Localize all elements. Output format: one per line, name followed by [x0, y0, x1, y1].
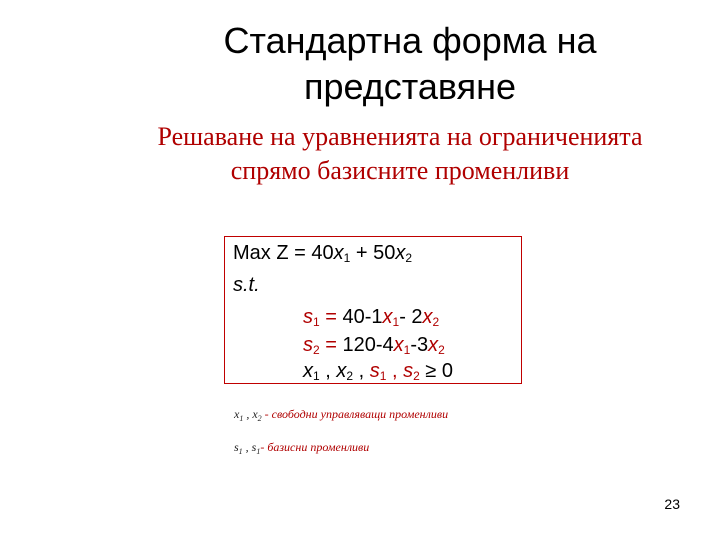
note-basic-variables	[234, 440, 369, 455]
c1-dash: - 2	[399, 306, 423, 328]
c1-s: s	[303, 306, 313, 328]
constraint-1	[303, 305, 439, 329]
slide-title	[150, 18, 670, 110]
c3-comma-1: ,	[319, 360, 337, 382]
objective-plus: + 50	[350, 242, 396, 264]
c2-x2: x	[428, 334, 439, 356]
c3-x1: x	[303, 360, 313, 382]
c2-eq: =	[319, 334, 343, 356]
c2-x2-index: 2	[438, 343, 445, 357]
c1-s-index: 1	[313, 315, 320, 329]
note1-index-2: 2	[257, 414, 262, 423]
c3-geq: ≥ 0	[419, 360, 453, 382]
title-line-1: Стандартна форма на	[223, 20, 597, 61]
c1-eq: =	[319, 306, 343, 328]
note2-text: - базисни променливи	[260, 440, 370, 454]
slide-subtitle	[80, 120, 720, 188]
c3-x1-index: 1	[313, 369, 320, 383]
c2-s: s	[303, 334, 313, 356]
note2-index-1: 1	[238, 447, 243, 456]
st-label: s.t.	[233, 274, 260, 296]
note1-var: x	[234, 407, 240, 421]
note-free-variables	[234, 407, 448, 422]
model-box	[224, 236, 522, 384]
title-line-2: представяне	[304, 66, 516, 107]
objective-x2-index: 2	[405, 251, 413, 265]
page-number: 23	[664, 496, 680, 512]
c2-x1-index: 1	[403, 343, 411, 357]
note2-var: s	[234, 440, 239, 454]
c1-x2-index: 2	[432, 315, 440, 329]
constraint-2	[303, 333, 445, 357]
note1-index-1: 1	[239, 414, 244, 423]
subtitle-line-1: Решаване на уравненията на ограниченията	[157, 122, 643, 151]
note1-text: - свободни управляващи променливи	[261, 407, 449, 421]
c3-s1: s	[369, 360, 380, 382]
c3-comma-3: ,	[386, 360, 404, 382]
c3-s1-index: 1	[379, 369, 387, 383]
note1-sep: , x	[243, 407, 258, 421]
c2-expr: 120-4	[342, 334, 394, 356]
objective-line	[233, 241, 412, 265]
c1-x1: x	[382, 306, 393, 328]
c3-comma-2: ,	[353, 360, 370, 382]
objective-x2: x	[395, 242, 406, 264]
objective-lhs: Max Z = 40	[233, 242, 334, 264]
c2-dash: -3	[410, 334, 429, 356]
c1-x2: x	[422, 306, 433, 328]
note2-index-2: 1	[256, 447, 261, 456]
subtitle-line-2: спрямо базисните променливи	[230, 156, 570, 185]
c3-x2-index: 2	[346, 369, 354, 383]
c1-x1-index: 1	[392, 315, 400, 329]
note2-sep: , s	[242, 440, 257, 454]
c3-x2: x	[336, 360, 347, 382]
c3-s2: s	[403, 360, 414, 382]
objective-x1: x	[333, 242, 344, 264]
c3-s2-index: 2	[413, 369, 420, 383]
c2-x1: x	[393, 334, 404, 356]
nonnegativity-constraint	[303, 359, 453, 383]
objective-x1-index: 1	[343, 251, 351, 265]
c2-s-index: 2	[313, 343, 320, 357]
c1-expr: 40-1	[342, 306, 383, 328]
